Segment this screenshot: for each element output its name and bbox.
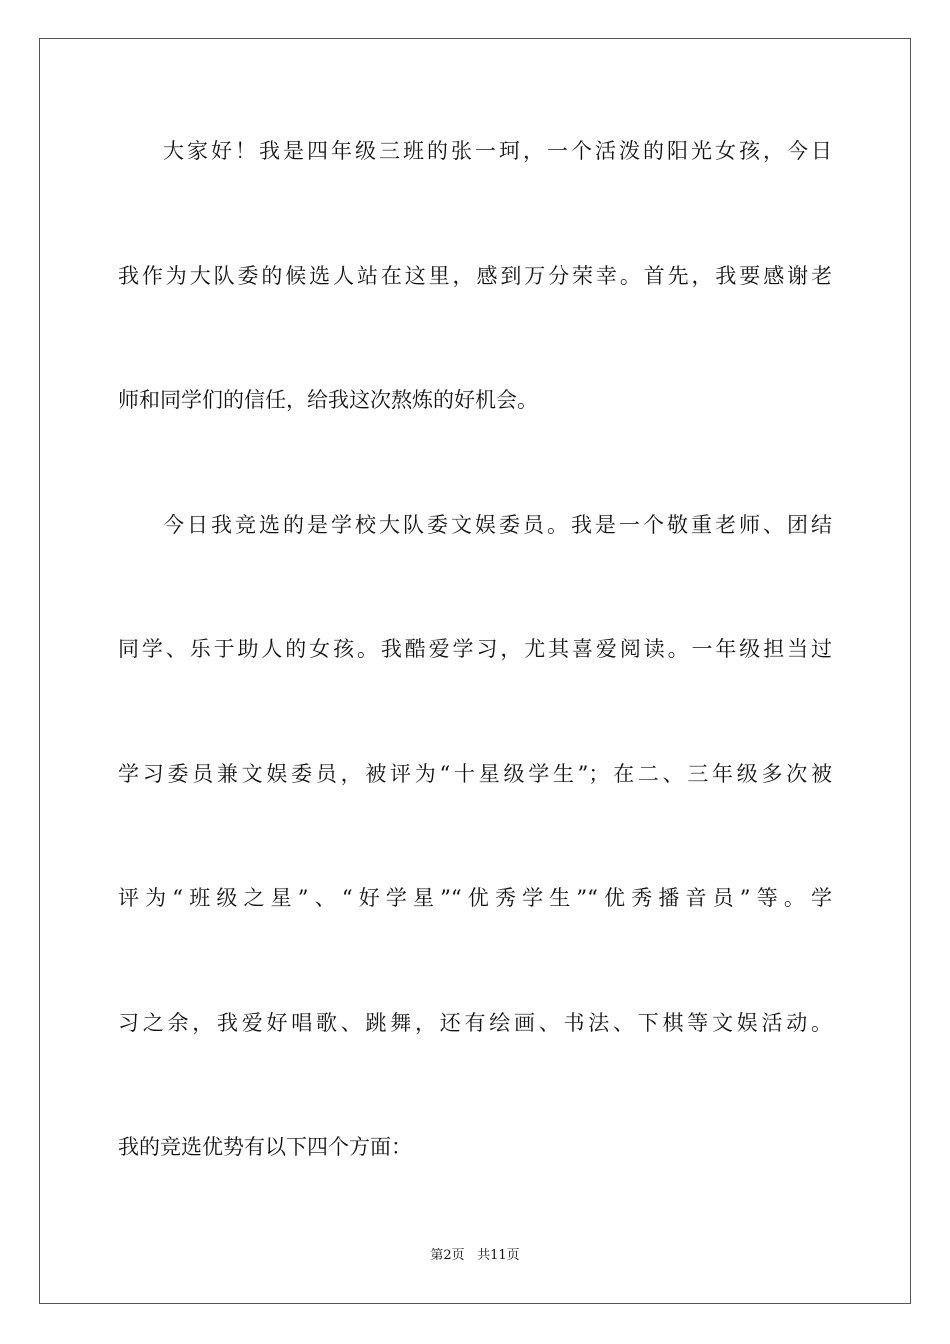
total-label-suffix: 页 <box>506 1248 520 1263</box>
page-footer <box>0 1247 950 1265</box>
paragraph-2-line-1: 今日我竞选的是学校大队委文娱委员。我是一个敬重老师、团结 <box>163 513 832 537</box>
paragraph-2-line-5: 习之余，我爱好唱歌、跳舞，还有绘画、书法、下棋等文娱活动。 <box>118 1011 832 1035</box>
page-frame <box>39 38 911 1304</box>
page-label-suffix: 页 <box>451 1248 465 1263</box>
paragraph-2-line-6: 我的竞选优势有以下四个方面： <box>118 1135 412 1159</box>
total-pages: 11 <box>490 1248 507 1263</box>
paragraph-2-line-4: 评为“班级之星”、“好学星”“优秀学生”“优秀播音员”等。学 <box>118 886 832 910</box>
paragraph-2-line-3: 学习委员兼文娱委员，被评为“十星级学生”；在二、三年级多次被 <box>118 762 832 786</box>
paragraph-1-line-1: 大家好！我是四年级三班的张一珂，一个活泼的阳光女孩，今日 <box>163 139 832 163</box>
page-label-prefix: 第 <box>430 1248 444 1263</box>
paragraph-1-line-2: 我作为大队委的候选人站在这里，感到万分荣幸。首先，我要感谢老 <box>118 264 832 288</box>
total-label-prefix: 共 <box>477 1248 491 1263</box>
paragraph-2-line-2: 同学、乐于助人的女孩。我酷爱学习，尤其喜爱阅读。一年级担当过 <box>118 637 832 661</box>
page-number: 2 <box>443 1248 452 1263</box>
paragraph-1-line-3: 师和同学们的信任，给我这次熬炼的好机会。 <box>118 388 538 412</box>
